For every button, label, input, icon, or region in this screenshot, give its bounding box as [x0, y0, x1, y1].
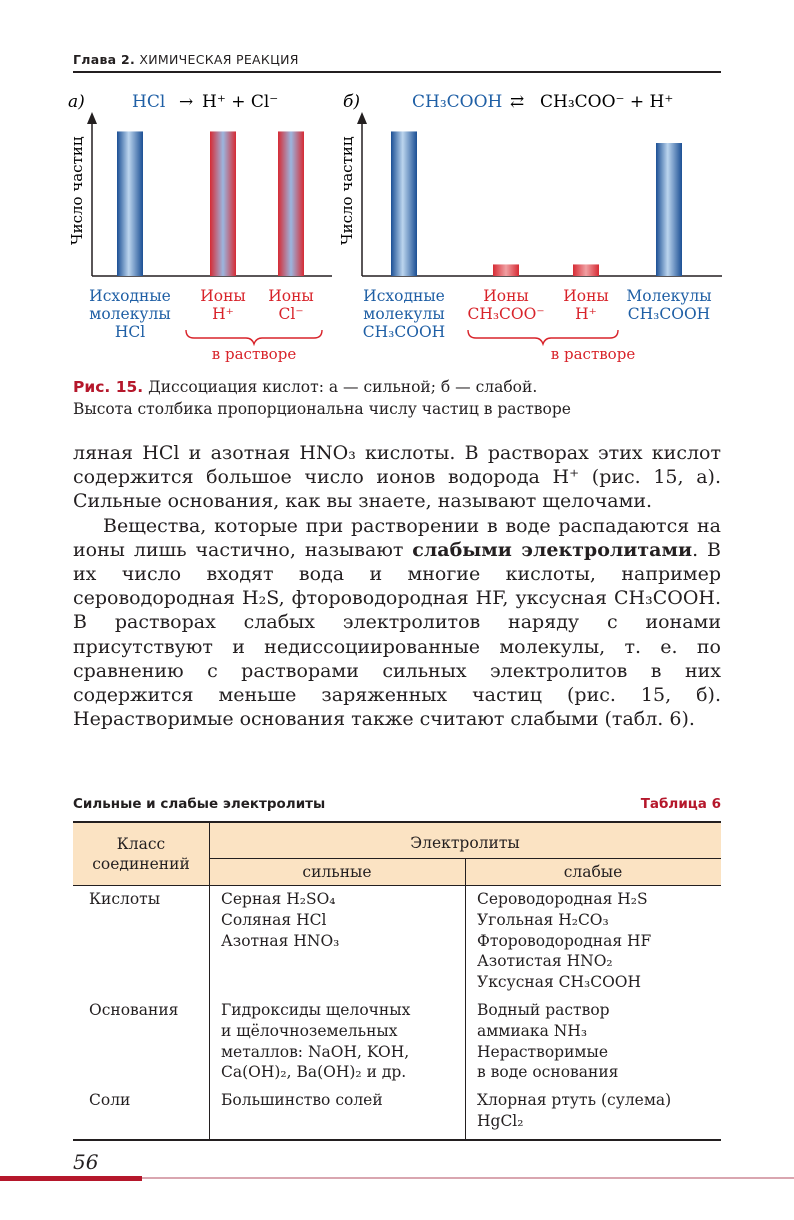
table-cell-strong-2-line-4: Ca(OH)₂, Ba(OH)₂ и др. [221, 1063, 407, 1082]
table-cell-weak-1-line-5: Уксусная CH₃COOH [477, 973, 642, 992]
page-number: 56 [73, 1150, 99, 1174]
table-cell-strong-2 [221, 1000, 457, 1083]
bar-1 [391, 131, 417, 276]
panel-b-bars [391, 131, 682, 276]
table-cell-weak-2-line-3: Нерастворимые [477, 1042, 608, 1061]
category-label-3-line-1: Ионы [268, 287, 314, 305]
table-head-weak: слабые [563, 863, 623, 881]
category-label-2-line-1: Ионы [483, 287, 529, 305]
table-head-bottom-rule [73, 885, 721, 886]
table-title: Сильные и слабые электролиты [73, 796, 326, 812]
paragraph-2-start: Вещества, которые при растворении в воде распадаются на ионы лишь частично, называют [73, 514, 721, 561]
table-cell-weak-1-line-1: Сероводородная H₂S [477, 890, 648, 908]
dissociation-figure [60, 80, 740, 370]
panel-b-arrow: ⇄ [510, 92, 525, 112]
panel-a-bars [117, 131, 304, 276]
panel-b-reactant: CH₃COOH [412, 92, 503, 112]
table-cell-class-1-line-1: Кислоты [89, 890, 161, 908]
table-cell-weak-1-line-2: Угольная H₂CO₃ [477, 910, 609, 929]
table-cell-strong-1-line-3: Азотная HNO₃ [221, 931, 340, 950]
table-bottom-rule [73, 1139, 721, 1141]
table-head-class: Класс соединений [92, 835, 190, 873]
panel-a-label: а) [68, 92, 85, 112]
page-bar [0, 1176, 142, 1181]
table-cell-weak-3 [477, 1090, 721, 1132]
figure-caption [73, 376, 733, 420]
table-col-rule-2 [465, 858, 466, 1139]
table-cell-strong-1 [221, 889, 457, 951]
table-cell-weak-2 [477, 1000, 721, 1083]
caption-label: Рис. 15. [73, 378, 144, 396]
table-cell-weak-2-line-2: аммиака NH₃ [477, 1021, 588, 1040]
panel-b-brace-label: в растворе [550, 345, 636, 363]
panel-b-ylabel: Число частиц [338, 136, 356, 245]
table-cell-weak-3-line-2: HgCl₂ [477, 1111, 524, 1130]
chapter-title: ХИМИЧЕСКАЯ РЕАКЦИЯ [139, 52, 299, 67]
bar-3 [573, 264, 599, 276]
body-text [73, 441, 721, 731]
panel-a-arrow: → [179, 92, 194, 112]
category-label-3-line-1: Ионы [563, 287, 609, 305]
table-cell-weak-1-line-4: Азотистая HNO₂ [477, 952, 613, 971]
category-label-2-line-2: H⁺ [212, 305, 234, 323]
page-bar-thin [142, 1177, 794, 1179]
header-rule [73, 71, 721, 73]
caption-line-2: Высота столбика пропорциональна числу частиц в растворе [73, 400, 571, 418]
bar-4 [656, 143, 682, 276]
table-cell-weak-2-line-1: Водный раствор [477, 1001, 610, 1019]
bar-1 [117, 131, 143, 276]
category-label-4-line-1: Молекулы [626, 287, 712, 305]
table-cell-weak-2-line-4: в воде основания [477, 1063, 619, 1082]
table-cell-strong-1-line-1: Серная H₂SO₄ [221, 890, 336, 908]
bar-2 [493, 264, 519, 276]
panel-b-brace [468, 330, 618, 344]
panel-b-category-labels [363, 287, 712, 341]
panel-a-ylabel: Число частиц [68, 136, 86, 245]
table-head-group: Электролиты [410, 834, 520, 852]
term-weak-electrolytes: слабыми электролитами [412, 538, 693, 561]
table-cell-class-2 [89, 1000, 209, 1021]
category-label-1-line-2: молекулы [363, 305, 445, 323]
paragraph-2-end: . В их число входят вода и многие кислоты, например сероводородная H₂S, фтороводородная HF, уксусная CH₃COOH. В растворах слабых электролитов наряду с ионами присутствуют и недиссоциированные молекулы, т. е. по сравнению с растворами сильных электролитов в них содержится меньше заряженных частиц (рис. 15, б). Нерастворимые основания также считают слабыми (табл. 6). [73, 538, 722, 731]
table-cell-class-3 [89, 1090, 209, 1111]
table-head-strong: сильные [302, 863, 372, 881]
category-label-3-line-2: H⁺ [575, 305, 597, 323]
panel-b-products: CH₃COO⁻ + H⁺ [540, 92, 674, 112]
table-cell-strong-2-line-1: Гидроксиды щелочных [221, 1001, 411, 1019]
table-cell-weak-3-line-1: Хлорная ртуть (сулема) [477, 1091, 672, 1109]
table-cell-strong-3 [221, 1090, 457, 1111]
category-label-2-line-1: Ионы [200, 287, 246, 305]
category-label-1-line-3: CH₃COOH [362, 323, 446, 341]
table-label: Таблица 6 [640, 796, 721, 812]
category-label-1-line-1: Исходные [363, 287, 445, 305]
bar-2 [210, 131, 236, 276]
panel-a-products: H⁺ + Cl⁻ [202, 92, 279, 112]
table-cell-strong-1-line-2: Соляная HCl [221, 910, 327, 929]
panel-a-brace-label: в растворе [211, 345, 297, 363]
category-label-1-line-1: Исходные [89, 287, 171, 305]
table-cell-strong-2-line-3: металлов: NaOH, KOH, [221, 1042, 410, 1061]
table-cell-weak-1 [477, 889, 721, 993]
panel-a-reactant: HCl [132, 92, 166, 112]
category-label-2-line-2: CH₃COO⁻ [467, 305, 545, 323]
panel-b-y-arrow [357, 112, 367, 124]
running-header [73, 52, 299, 67]
table-cell-strong-2-line-2: и щёлочноземельных [221, 1021, 398, 1040]
chapter-number: Глава 2. [73, 52, 136, 67]
table-cell-weak-1-line-3: Фтороводородная HF [477, 931, 652, 950]
panel-a-brace [186, 330, 322, 344]
category-label-1-line-2: молекулы [89, 305, 171, 323]
table-cell-strong-3-line-1: Большинство солей [221, 1091, 383, 1109]
table-cell-class-1 [89, 889, 209, 910]
paragraph-1: ляная HCl и азотная HNO₃ кислоты. В растворах этих кислот содержится большое число ионов водорода H⁺ (рис. 15, а). Сильные основания, как вы знаете, называют щелочами. [73, 442, 721, 513]
table-cell-class-3-line-1: Соли [89, 1091, 131, 1109]
panel-a-category-labels [89, 287, 314, 341]
category-label-3-line-2: Cl⁻ [278, 305, 304, 323]
paragraph-2 [73, 514, 721, 732]
caption-line-1: Диссоциация кислот: а — сильной; б — слабой. [148, 378, 538, 396]
category-label-4-line-2: CH₃COOH [627, 305, 711, 323]
table-cell-class-2-line-1: Основания [89, 1001, 179, 1019]
panel-b-label: б) [343, 92, 361, 112]
bar-3 [278, 131, 304, 276]
panel-a-y-arrow [87, 112, 97, 124]
category-label-1-line-3: HCl [114, 323, 146, 341]
